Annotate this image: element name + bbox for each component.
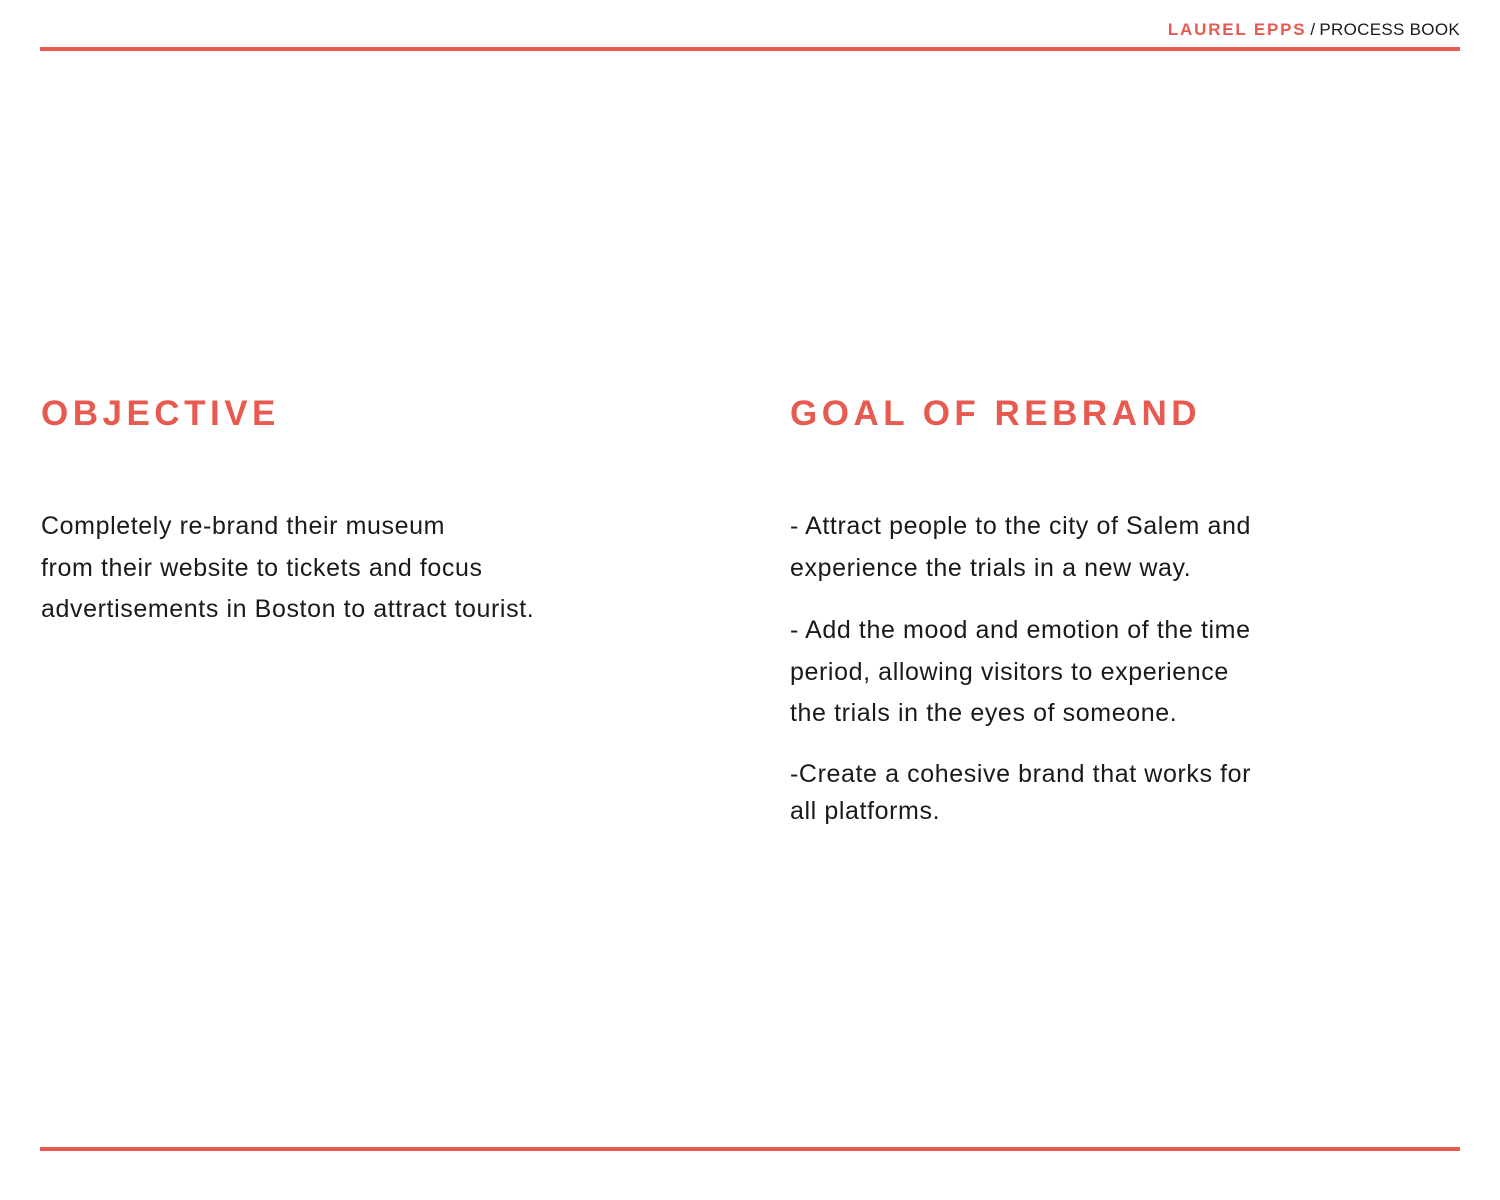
- header-separator: /: [1310, 20, 1316, 39]
- running-header: [1168, 20, 1460, 40]
- goal-line: -Create a cohesive brand that works for: [790, 759, 1252, 788]
- goal-line: all platforms.: [790, 796, 941, 825]
- objective-line: from their website to tickets and focus: [41, 553, 483, 582]
- top-divider: [40, 47, 1460, 51]
- objective-text: [41, 506, 681, 631]
- goal-item-cohesive: [790, 756, 1410, 830]
- bottom-divider: [40, 1147, 1460, 1151]
- objective-line: Completely re-brand their museum: [41, 512, 446, 540]
- goal-line: - Attract people to the city of Salem and: [790, 512, 1251, 540]
- goal-item-attract: [790, 506, 1410, 589]
- goal-line: the trials in the eyes of someone.: [790, 699, 1178, 727]
- goal-line: - Add the mood and emotion of the time: [790, 616, 1251, 644]
- goal-line: period, allowing visitors to experience: [790, 657, 1229, 686]
- objective-section: [41, 392, 681, 631]
- author-name: LAUREL EPPS: [1167, 20, 1307, 39]
- goal-heading: GOAL OF REBRAND: [790, 394, 1202, 433]
- goal-line: experience the trials in a new way.: [790, 553, 1192, 582]
- objective-heading: OBJECTIVE: [41, 394, 280, 433]
- objective-line: advertisements in Boston to attract tourist.: [41, 595, 535, 623]
- goal-list: [790, 506, 1410, 830]
- document-title: PROCESS BOOK: [1319, 20, 1460, 39]
- goal-section: [790, 392, 1410, 830]
- goal-item-mood: [790, 610, 1410, 735]
